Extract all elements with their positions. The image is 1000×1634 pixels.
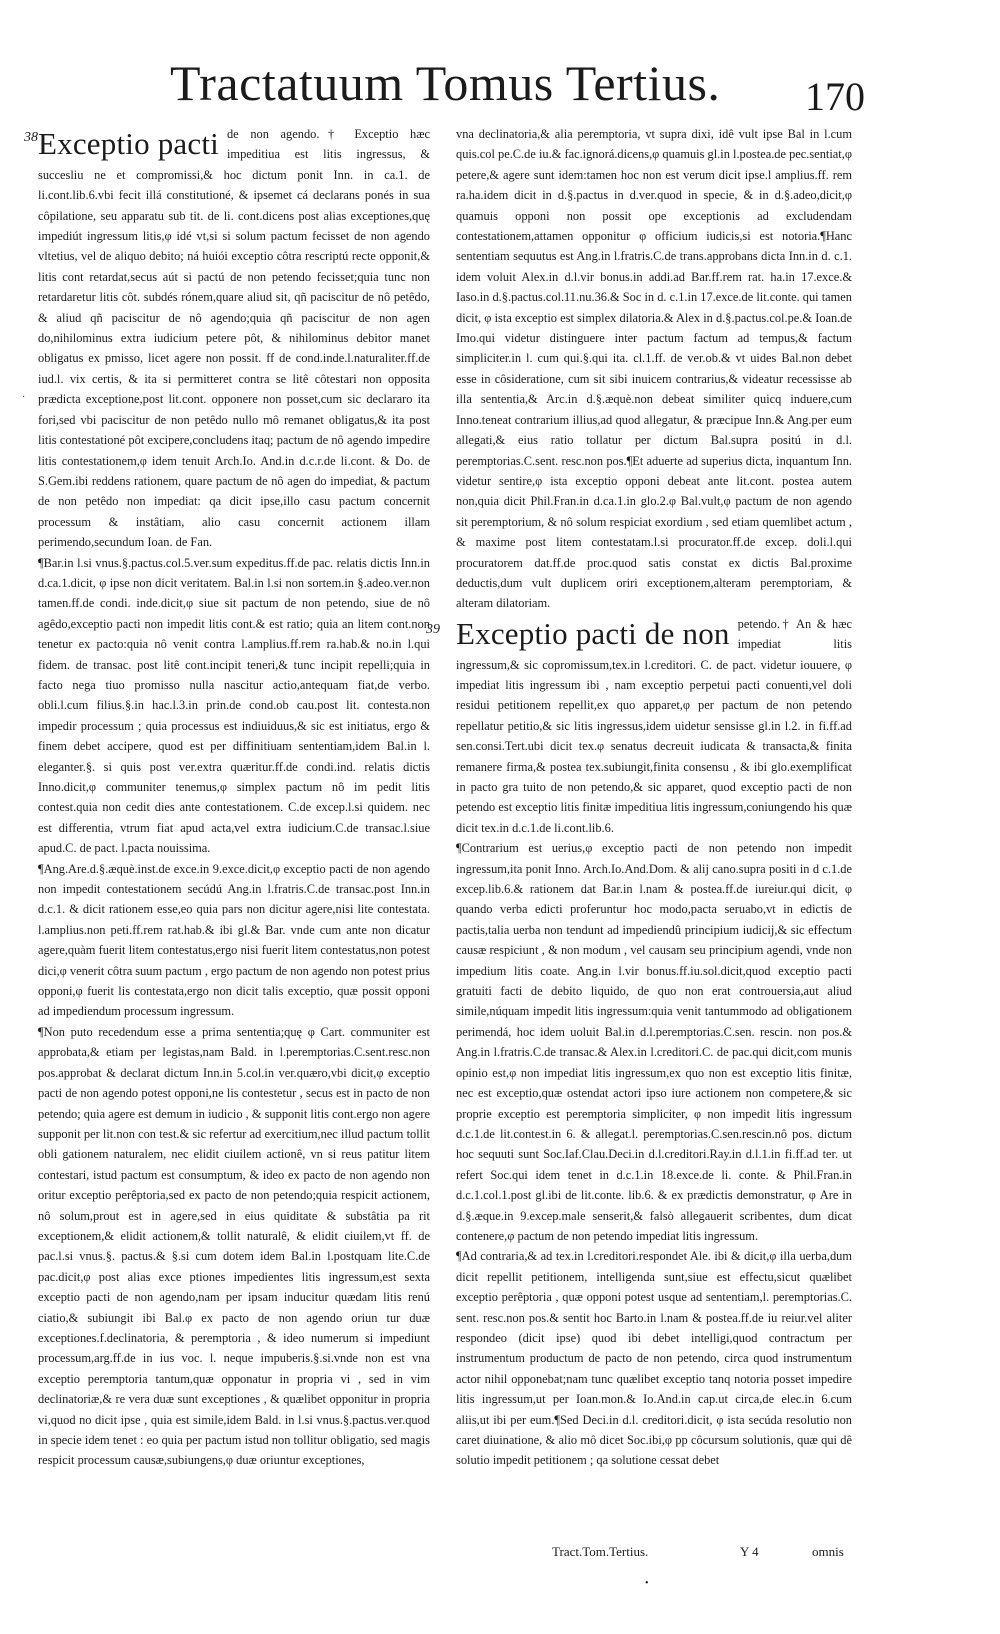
section-text: petendo.† An & hæc impediat litis ingressum,& sic copromissum,tex.in l.creditori. C. de pact. videtur iouuere, φ impediat litis ingressum ibi , nam exceptio perpetui pacti conuenti,vel doli residui petitionem repellit,ex quo apparet,φ per pactum de non petendo repellatur petitio,& sic litis ingressus,idem uidetur sensisse gl.in l.2. in fi.ff.ad sen.consi.Tert.ubi dicit tex.φ senatus decreuit iudicata & transacta,& finita remanere firma,& postea tex.subiungit,finita consensu , & ibi glo.exemplificat in pacto gra tuito de non petendo,& sic apparet, quod exceptio pacti de non petendo est exceptio litis finitæ impeditiua litis ingressum,coniungendo his quæ dicit tex.in d.c.1.de li.cont.lib.6. bbox=[456, 616, 852, 835]
section-38 bbox=[24, 124, 430, 553]
section-39 bbox=[426, 614, 852, 838]
paragraph: ¶Bar.in l.si vnus.§.pactus.col.5.ver.sum expeditus.ff.de pac. relatis dictis Inn.in d.ca.1.dicit, φ ipse non dicit veritatem. Bal.in l.si non sortem.in §.adeo.ver.non tamen.ff.de condi. inde.dicit,φ siue sit pactum de non petendo, siue de nô agêdo,exceptio pacti non impedit litis cont.& est ratio; quia an litem cont.non tenetur ex pacto:quia nô venit contra l.amplius.ff.rem ra.hab.& no.in l.qui fidem. de transac. post litê cont.incipit teneri,& tunc incipit repelli;quia in facto nega tiuo promisso nulla nascitur actio,antequam fiat,de verbo. obli.l.cum filius.§.in hac.l.3.in prin.de cond.ob cau.post lit. contesta.non impedir processum ; quia processus est indiuiduus,& sic est initiatus, ergo & finem debet accipere, quod est per diffinitiuam sententiam,idem Bal.in l. eleganter.§. si quis post ver.extra quæritur.ff.de condi.ind. relatis dictis Inno.dicit,φ communiter tenemus,φ simplex pactum nô im pedit litis contest.quia non cedit dies ante contestationem. C.de excep.l.si quidem. nec est differentia, vtrum fiat apud acta,vel extra iudicium.C.de transac.l.siue apud.C. de pact. l.pacta nouissima. bbox=[38, 555, 430, 856]
paragraph: ¶Contrarium est uerius,φ exceptio pacti de non petendo non impedit ingressum,ita ponit Inno. Arch.Io.And.Dom. & alij cano.supra positi in d c.1.de excep.lib.6.& rationem dat Bar.in l.nam & postea.ff.de iureiur.qui dicit, φ quando verba edicti proferuntur hoc modo,pacta seruabo,vt in edictis de pactis,talia uerba non tendunt ad impediendû principium iudicij,& sic effectum causæ respiciunt , & non modum , vel causam seu principium agendi, vnde non impedium litis coate. Ang.in l.vir bonus.ff.iu.sol.dicit,quod exceptio pacti gratuiti facti de debito liquido, de quo non erat controuersia,aut aliud simile,núquam impedit litis ingressum:quia venit tantummodo ad obligationem perimendá, hoc idem uoluit Bal.in d.l.peremptorias.C.sen. rescin. non pos.& Ang.in l.fratris.C.de transac.& Alex.in l.creditori.C. de pac.qui dicit,com munis opinio est,φ non impediat litis ingressum,ex quo non est exceptio litis finitæ, nec est exceptio,quæ ostendat actori ipso iure actionem non competere,& sic proprie exceptio est peremptoria simpliciter, φ non impedit litis ingressum d.c.1.de lit.contest.in 6. & allegat.l. peremptorias.C.sen.rescin.nô pos. dictum hoc sequuti sunt Soc.Iaf.Clau.Deci.in d.l.creditori.Ray.in d.l.1.in fi.ff.ad ter. ut refert Soc.qui idem tenet in d.c.1.in 18.exce.de li. conte. & Phil.Fran.in d.c.1.col.1.post gl.ibi de lit.conte. lib.6. & ex prædictis demonstratur, φ Are in d.§.æque.in 9.excep.male senserit,& falsò allegauerit scribentes, dum dicat contenere,φ pactum de non petendo impediat litis ingressum. bbox=[456, 841, 852, 1243]
folio-number: 170 bbox=[805, 74, 865, 119]
catchword: omnis bbox=[812, 1544, 844, 1559]
signature-mark: Y 4 bbox=[740, 1544, 759, 1559]
section-heading: Exceptio pacti bbox=[38, 126, 219, 161]
section-heading: Exceptio pacti de non bbox=[456, 615, 730, 651]
paragraph: vna declinatoria,& alia peremptoria, vt supra dixi, idê vult ipse Bal in l.cum quis.col pe.C.de iu.& fac.ignorá.dicens,φ quamuis gl.in l.postea.de pec.sentiat,φ petere,& agere sunt idem:tamen hoc non est verum dicit ipse.l amplius.ff. rem ra.ha.idem dicit in d.§.pactus in d.ver.quod in specie, & in d.§.adeo,dicit,φ quamuis opponi non possit ope exceptionis ad excludendam contestationem,attamen opponitur φ officium iudicis,si est notoria.¶Hanc sententiam sequutus est Ang.in l.fratris.C.de trans.approbans dicta Inn.in d. c.1. idem voluit Alex.in d.l.vir bonus.in addi.ad Bar.ff.rem rat. ha.in 17.exce.& Iaso.in d.§.pactus.col.11.nu.36.& Soc in d. c.1.in 17.exce.de lit.conte. qui tamen dicit, φ ista exceptio est simplex dilatoria.& Alex in d.§.pactus.col.pe.& Ioan.de Imo.qui videtur distinguere inter pactum factum ad tempus,& factum simpliciter.in l. cum qui.§.qui ita. cl.1.ff. de ver.ob.& vt uides Bal.non debet esse in côsideratione, cum sit sibi inuicem contrarius,& videatur recessisse ab illa sententia,& Arc.in d.§.æquè.non debeat similiter quicq induere,cum Inno.teneat contrarium illius,ad quod allegatur, & præcipue Inn.& Ang.per eum allegati,& eius ratio tollatur per dictum Bal.supra positú in d.l. peremptorias.C.sent. resc.non pos.¶Et aduerte ad superius dicta, inquantum Inn. videtur sentire,φ ista exceptio opponi debeat ante lit.cont. postea autem non,quia dicit Phil.Fran.in d.ca.1.in glo.2.φ Bal.vult,φ pactum de non agendo sit peremptorium, & nô solum respiciat exordium , sed etiam quemlibet actum , & maxime post litem contestatam.l.si procurator.ff.de excep. doli.l.qui procuratorem dat.ff.de proc.quod satis constat ex dictis Bal.proxime deductis,dum vult duplicem oriri exceptionem,alteram peremptoriam, & alteram dilatoriam. bbox=[456, 127, 852, 611]
section-number: 38 bbox=[24, 130, 38, 145]
paragraph: ¶Ang.Are.d.§.æquè.inst.de exce.in 9.exce.dicit,φ exceptio pacti de non agendo non impedit contestationem secúdú Ang.in l.fratris.C.de transac.post Inn.in d.c.1. & dicit rationem esse,eo quia pars non dicitur agere,nisi lite contestata. l.amplius.non peti.ff.rem rat.hab.& ibi gl.& Bar. vnde cum ante non dicatur agere,quàm fuerit litem contestatus,ergo nisi fuerit litem contestatus,non potest dici,φ venerit côtra suum pactum , ergo pactum de non agendo non potest prius opponi,φ fuerit lis contestata,ergo non dicit talis exceptio, quæ possit opponi ad impediendum processum ingressum. bbox=[38, 861, 430, 1019]
right-column bbox=[426, 124, 852, 1471]
paragraph: ¶Non puto recedendum esse a prima sententia;quę φ Cart. communiter est approbata,& etiam per legistas,nam Bald. in l.peremptorias.C.sent.resc.non pos.approbat & declarat dictum Inn.in 5.col.in ver.quæro,vbi dicit,φ exceptio pacti de non agendo potest opponi,ne lis contestetur , secus est in pacto de non petendo; quia agere est demum in iudicio , & supponit litis cont.ergo non agere supponit per lit.non con test.& sic refertur ad exercitium,nec illud pactum tollit obli gationem naturalem, nec elidit ciuilem actionê, vn si reus patitur litem contestari, istud pactum est consumptum, & ideo ex pacto de non agendo non oritur exceptio perêptoria,sed ex pacto de non petendo;quia respicit actionem, nô solum,prout est in agere,sed in eius quiditate & substâtia pa rit exceptionem,& elidit actionem,& tollit naturalê, & elidit ciuilem,vt ff. de pac.l.si vnus.§. pactus.& §.si cum dotem idem Bal.in l.postquam lite.C.de pac.dicit,φ post alias exce ptiones impedientes litis ingressum,est sexta exceptio pacti de non agendo,nam per ipsam inducitur quædam litis renú ciatio,& subiungit ibi Bal.φ ex pacto de non agendo oriun tur duæ exceptiones.f.declinatoria, & peremptoria , & ideo numerum si impediunt processum,arg.ff.de in ius voc. l. neque impuberis.§.si.vnde non est vna exceptio peremptoria tantum,quæ opponatur in propria vi , sed in vim declinatoriæ,& re vera duæ sunt exceptiones , & quælibet opponitur in propria vi,quod no dicit ipse , quia est simile,idem Bald. in l.si vnus.§.pactus.ver.quod in specie idem tenet : eo quia per pactum istud non tollitur obligatio, sed magis respicit processum causæ,subiungens,φ duæ oriuntur exceptiones, bbox=[38, 1024, 430, 1468]
paragraph: ¶Ad contraria,& ad tex.in l.creditori.respondet Ale. ibi & dicit,φ illa uerba,dum dicit repellit petitionem, intelligenda sunt,siue est effectu,sicut quælibet exceptio perêptoria , quæ opponi potest usque ad sententiam,l. peremptorias.C. sent. resc.non pos.& sentit hoc Barto.in l.nam & postea.ff.de iu reiur.vel aliter respondeo (dicit ipse) quod ibi debet intelligi,quod contractum per instrumentum productum de pacto de non petendo, circa quod instrumentum actor nihil opponebat;nam tunc quælibet exceptio tanq notoria posset impedire litis ingressum,ut per Ioan.mon.& Io.And.in cap.ut circa,de elec.in 6.cum aliis,ut ibi per eum.¶Sed Deci.in d.l. creditori.dicit, φ ista secúda resolutio non caret diuinatione, & alio mô dicet Soc.ibi,φ pp côcursum solutionis, quæ qui dê solutio impedit petitionem ; qa solutione cessat debet bbox=[456, 1249, 852, 1468]
ornament-dot-icon: • bbox=[645, 1578, 649, 1589]
catch-title: Tract.Tom.Tertius. bbox=[552, 1544, 649, 1559]
left-column bbox=[24, 124, 430, 1471]
margin-dot-icon: · bbox=[22, 392, 26, 403]
section-text: de non agendo.† Exceptio hæc impeditiua est litis ingressus, & succesliu ne et compromissi,& hoc dictum ponit Inn. in ca.1. de li.cont.lib.6.vbi fecit illá constitutioné, & ipsemet cá declarans ponés in sua côpilatione, seu apparatu sub tit. de li. cont.dicens post alias exceptiones,quę impediút ingressum litis,φ idé vt,si si solum pactum fecisset de non agendo vltetius, vel de aliquo debito; ná huiói exceptio côtra rescriptú recte opponit,& litis cont retardat,secus aút si pactú de non petendo fecisset;quia tunc non retardaretur litis côt. subdés rónem,quare aliud sit, qñ paciscitur de nô petêdo, & aliud qñ paciscitur de nô agendo;quia qñ paciscitur de non agen do,nihilominus extra iudicium petere pôt, & nihilominus debitor manet obligatus ex pmisso, licet agere non possit. ff de cond.inde.l.naturaliter.ff.de iud.l. vix certis, & ita si permitteret contra se litê côtestari non opposita prædicta exceptione,post lit.cont. opponere non posset,cum sic declararo ita fori,sed vbi paciscitur de non petêdo nullo mô remanet obligatus,& ita post litis contestationé pôt excipere,concludens itaq; pactum de nô agendo impedire litis contestationem,φ idem tenuit Arch.Io. And.in d.c.r.de li.cont. & Do. de S.Gem.ibi reddens rationem, quare pactum de nô agen do impediat, & pactum de non petêdo non impediat: qa dicit ipse,illo casu pactum concernit processum & instâtiam, alio casu concernit actionem illam perimendo,secundum Ioan. de Fan. bbox=[38, 127, 430, 550]
running-title: Tractatuum Tomus Tertius. bbox=[170, 55, 721, 111]
page-footer bbox=[456, 1540, 852, 1564]
section-number: 39 bbox=[426, 621, 440, 637]
